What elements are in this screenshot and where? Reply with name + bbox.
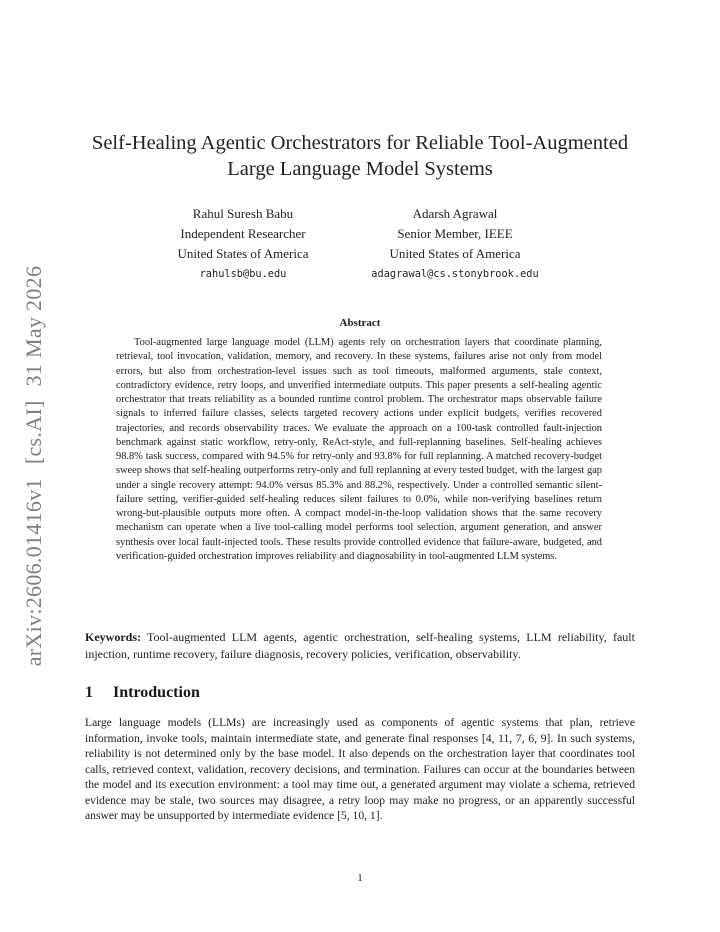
author-email[interactable]: rahulsb@bu.edu (199, 268, 287, 280)
abstract-text: Tool-augmented large language model (LLM) agents rely on orchestration layers that coordinate planning, retrieval, tool invocation, validation, memory, and recovery. In these systems, failures arise not only from model errors, but also from orchestration-level issues such as tool timeouts, malformed arguments, stale context, contradictory evidence, retry loops, and unverified intermediate outputs. This paper presents a self-healing agentic orchestrator that treats reliability as a bounded runtime control problem. The orchestrator maps observable failure signals to inferred failure classes, selects targeted recovery actions under explicit budgets, verifies recovered trajectories, and records observability traces. We evaluate the approach on a 100-task controlled fault-injection benchmark against static workflow, retry-only, ReAct-style, and full-replanning baselines. Self-healing achieves 98.8% task success, compared with 94.5% for retry-only and 93.8% for full replanning. A matched recovery-budget sweep shows that self-healing outperforms retry-only and full replanning at every tested budget, with the largest gap under a single recovery attempt: 94.0% versus 85.3% and 88.2%, respectively. Under a controlled semantic silent-failure setting, verifier-guided self-healing reduces silent failures to 0.0%, while non-verifying baselines return wrong-but-plausible outputs more often. A compact model-in-the-loop validation shows that the same recovery mechanism can operate when a live tool-calling model performs tool selection, argument generation, and answer synthesis over local fault-injected tools. These results provide controlled evidence that failure-aware, budgeted, and verification-guided orchestration improves reliability and diagnosability in tool-augmented LLM systems. (116, 337, 602, 562)
paper-title (80, 130, 640, 182)
author-block-1 (163, 204, 323, 284)
arxiv-identifier-stamp (21, 266, 47, 667)
author-name: Adarsh Agrawal (412, 206, 498, 221)
author-email[interactable]: adagrawal@cs.stonybrook.edu (371, 268, 539, 280)
author-country: United States of America (389, 246, 521, 261)
title-line-1: Self-Healing Agentic Orchestrators for Reliable Tool-Augmented (91, 132, 629, 154)
author-affiliation: Independent Researcher (180, 226, 306, 241)
author-affiliation: Senior Member, IEEE (397, 226, 513, 241)
title-line-2: Large Language Model Systems (227, 158, 493, 180)
abstract-heading: Abstract (339, 317, 381, 329)
page-number: 1 (357, 872, 363, 884)
author-country: United States of America (177, 246, 309, 261)
keywords-paragraph (85, 629, 635, 662)
arxiv-id: arXiv:2606.01416v1 (21, 478, 46, 667)
section-title: Introduction (113, 684, 200, 701)
arxiv-date: 31 May 2026 (21, 265, 46, 387)
section-number: 1 (85, 684, 93, 701)
section-heading-introduction (85, 683, 200, 703)
author-name: Rahul Suresh Babu (192, 206, 294, 221)
author-block-2 (350, 204, 560, 284)
keywords-label: Keywords: (85, 630, 141, 644)
arxiv-category: [cs.AI] (21, 400, 46, 465)
keywords-text: Tool-augmented LLM agents, agentic orchestration, self-healing systems, LLM reliability, fault injection, runtime recovery, failure diagnosis, recovery policies, verification, observability. (85, 630, 635, 661)
introduction-paragraph: Large language models (LLMs) are increasingly used as components of agentic systems that plan, retrieve information, invoke tools, maintain intermediate state, and generate final responses [4, 11, 7, 6, 9]. In such systems, reliability is not determined only by the base model. It also depends on the orchestration layer that coordinates tool calls, retrieved context, validation, recovery decisions, and termination. Failures can occur at the boundaries between the model and its execution environment: a tool may time out, a generated argument may violate a schema, retrieved evidence may be stale, two sources may disagree, a retry loop may make no progress, or an apparently successful answer may be unsupported by intermediate evidence [5, 10, 1]. (85, 716, 635, 822)
